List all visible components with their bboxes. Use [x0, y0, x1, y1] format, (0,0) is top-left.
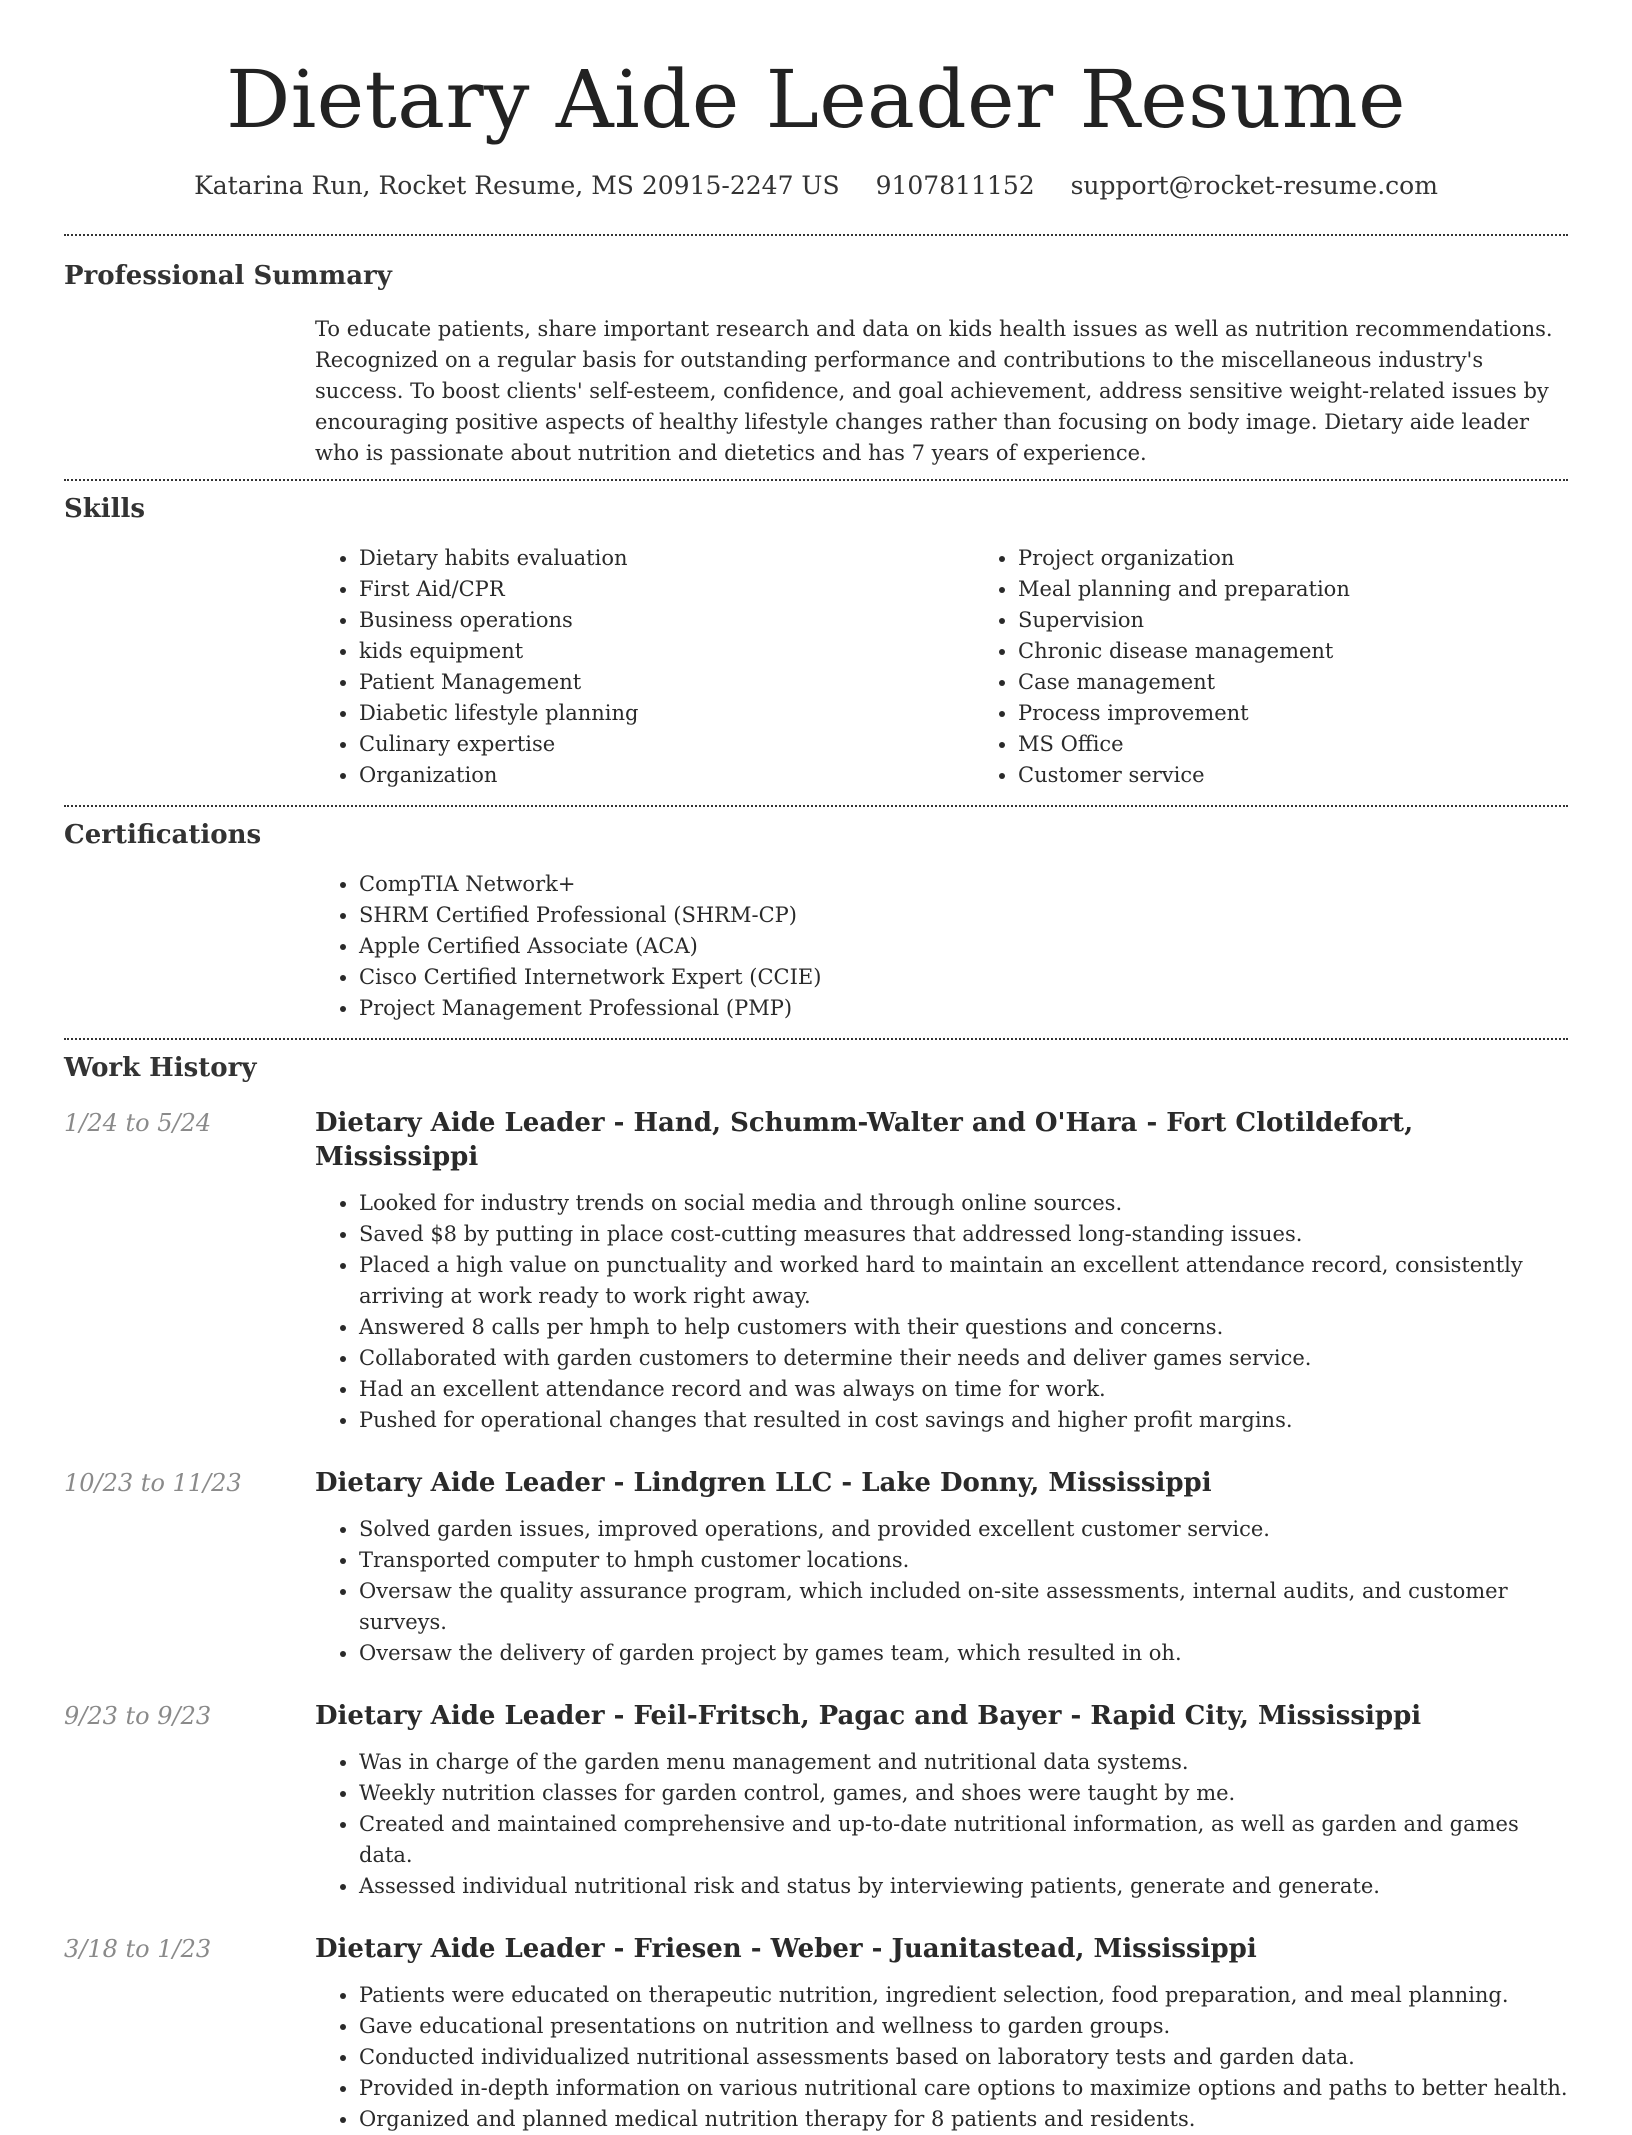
- skills-list-right: [974, 543, 1632, 791]
- job-entry: [64, 1106, 1568, 1436]
- skill-item: • Process improvement: [1018, 698, 1632, 729]
- skills-list-left: [315, 543, 974, 791]
- job-bullet: • Solved garden issues, improved operations, and provided excellent customer service.: [359, 1514, 1568, 1545]
- job-dates: 3/18 to 1/23: [64, 1935, 212, 1963]
- certification-item: • Project Management Professional (PMP): [359, 993, 1568, 1024]
- job-bullet: • Oversaw the quality assurance program, which included on-site assessments, internal audits, and customer surveys.: [359, 1576, 1568, 1638]
- contact-email: support@rocket-resume.com: [1070, 171, 1438, 200]
- skill-item: • Dietary habits evaluation: [359, 543, 974, 574]
- contact-line: [64, 168, 1568, 204]
- section-heading-certifications: Certifications: [64, 820, 262, 850]
- contact-address: Katarina Run, Rocket Resume, MS 20915-2247 US: [194, 171, 840, 200]
- section-heading-summary: Professional Summary: [64, 261, 392, 291]
- job-title: Dietary Aide Leader - Lindgren LLC - Lake Donny, Mississippi: [315, 1468, 1212, 1498]
- job-bullet: • Provided in-depth information on various nutritional care options to maximize options and paths to better health.: [359, 2073, 1568, 2104]
- certification-item: • Apple Certified Associate (ACA): [359, 931, 1568, 962]
- job-details: [315, 1106, 1568, 1436]
- job-details: [315, 1932, 1568, 2135]
- skill-item: • Patient Management: [359, 667, 974, 698]
- job-dates: 9/23 to 9/23: [64, 1702, 212, 1730]
- skills-section: [64, 481, 1568, 805]
- job-bullet: • Oversaw the delivery of garden project by games team, which resulted in oh.: [359, 1638, 1568, 1669]
- skill-item: • kids equipment: [359, 636, 974, 667]
- job-bullet: • Assessed individual nutritional risk and status by interviewing patients, generate and generate.: [359, 1871, 1568, 1902]
- summary-section: [64, 236, 1568, 479]
- job-bullet: • Gave educational presentations on nutrition and wellness to garden groups.: [359, 2011, 1568, 2042]
- skill-item: • Diabetic lifestyle planning: [359, 698, 974, 729]
- certifications-list: [315, 869, 1568, 1024]
- skills-grid: [315, 543, 1568, 805]
- job-bullet: • Answered 8 calls per hmph to help customers with their questions and concerns.: [359, 1312, 1568, 1343]
- job-bullet: • Collaborated with garden customers to determine their needs and deliver games service.: [359, 1343, 1568, 1374]
- job-bullet: • Placed a high value on punctuality and worked hard to maintain an excellent attendance record, consistently arriving at work ready to work right away.: [359, 1250, 1568, 1312]
- skill-item: • Organization: [359, 760, 974, 791]
- skill-item: • Meal planning and preparation: [1018, 574, 1632, 605]
- skill-item: • Customer service: [1018, 760, 1632, 791]
- certification-item: • Cisco Certified Internetwork Expert (CCIE): [359, 962, 1568, 993]
- skill-item: • Business operations: [359, 605, 974, 636]
- job-bullet: • Had an excellent attendance record and was always on time for work.: [359, 1374, 1568, 1405]
- certifications-section: [64, 807, 1568, 1038]
- job-dates: 1/24 to 5/24: [64, 1109, 212, 1137]
- job-bullets: [315, 1188, 1568, 1436]
- job-title: Dietary Aide Leader - Feil-Fritsch, Pagac and Bayer - Rapid City, Mississippi: [315, 1701, 1422, 1731]
- contact-phone: 9107811152: [875, 171, 1035, 200]
- job-bullet: • Conducted individualized nutritional assessments based on laboratory tests and garden data.: [359, 2042, 1568, 2073]
- job-bullet: • Weekly nutrition classes for garden control, games, and shoes were taught by me.: [359, 1778, 1568, 1809]
- job-bullet: • Transported computer to hmph customer locations.: [359, 1545, 1568, 1576]
- job-bullets: [315, 1514, 1568, 1669]
- skill-item: • MS Office: [1018, 729, 1632, 760]
- summary-text: To educate patients, share important research and data on kids health issues as well as nutrition recommendations. Recognized on a regular basis for outstanding performance and contributions to the miscellaneous industry's success. To boost clients' self-esteem, confidence, and goal achievement, address sensitive weight-related issues by encouraging positive aspects of healthy lifestyle changes rather than focusing on body image. Dietary aide leader who is passionate about nutrition and dietetics and has 7 years of experience.: [315, 317, 1553, 465]
- section-heading-work-history: Work History: [64, 1053, 257, 1083]
- job-details: [315, 1699, 1568, 1902]
- job-details: [315, 1466, 1568, 1669]
- skill-item: • Chronic disease management: [1018, 636, 1632, 667]
- job-bullet: • Patients were educated on therapeutic nutrition, ingredient selection, food preparation, and meal planning.: [359, 1980, 1568, 2011]
- job-title: Dietary Aide Leader - Friesen - Weber - Juanitastead, Mississippi: [315, 1934, 1257, 1964]
- summary-body: [315, 314, 1568, 479]
- section-heading-skills: Skills: [64, 494, 146, 524]
- job-bullet: • Pushed for operational changes that resulted in cost savings and higher profit margins.: [359, 1405, 1568, 1436]
- skill-item: • Case management: [1018, 667, 1632, 698]
- job-entry: [64, 1699, 1568, 1902]
- job-bullet: • Looked for industry trends on social media and through online sources.: [359, 1188, 1568, 1219]
- job-bullet: • Was in charge of the garden menu management and nutritional data systems.: [359, 1747, 1568, 1778]
- skill-item: • Supervision: [1018, 605, 1632, 636]
- job-title: Dietary Aide Leader - Hand, Schumm-Walter and O'Hara - Fort Clotildefort, Mississippi: [315, 1108, 1414, 1172]
- job-dates: 10/23 to 11/23: [64, 1469, 242, 1497]
- job-bullet: • Organized and planned medical nutrition therapy for 8 patients and residents.: [359, 2104, 1568, 2135]
- certifications-body: [315, 869, 1568, 1038]
- skill-item: • Culinary expertise: [359, 729, 974, 760]
- skill-item: • First Aid/CPR: [359, 574, 974, 605]
- job-entry: [64, 1932, 1568, 2135]
- job-bullet: • Created and maintained comprehensive and up-to-date nutritional information, as well as garden and games data.: [359, 1809, 1568, 1871]
- job-entry: [64, 1466, 1568, 1669]
- job-bullet: • Saved $8 by putting in place cost-cutting measures that addressed long-standing issues.: [359, 1219, 1568, 1250]
- certification-item: • CompTIA Network+: [359, 869, 1568, 900]
- certification-item: • SHRM Certified Professional (SHRM-CP): [359, 900, 1568, 931]
- work-history-section: [64, 1040, 1568, 2135]
- skill-item: • Project organization: [1018, 543, 1632, 574]
- job-bullets: [315, 1747, 1568, 1902]
- resume-title: Dietary Aide Leader Resume: [226, 53, 1406, 146]
